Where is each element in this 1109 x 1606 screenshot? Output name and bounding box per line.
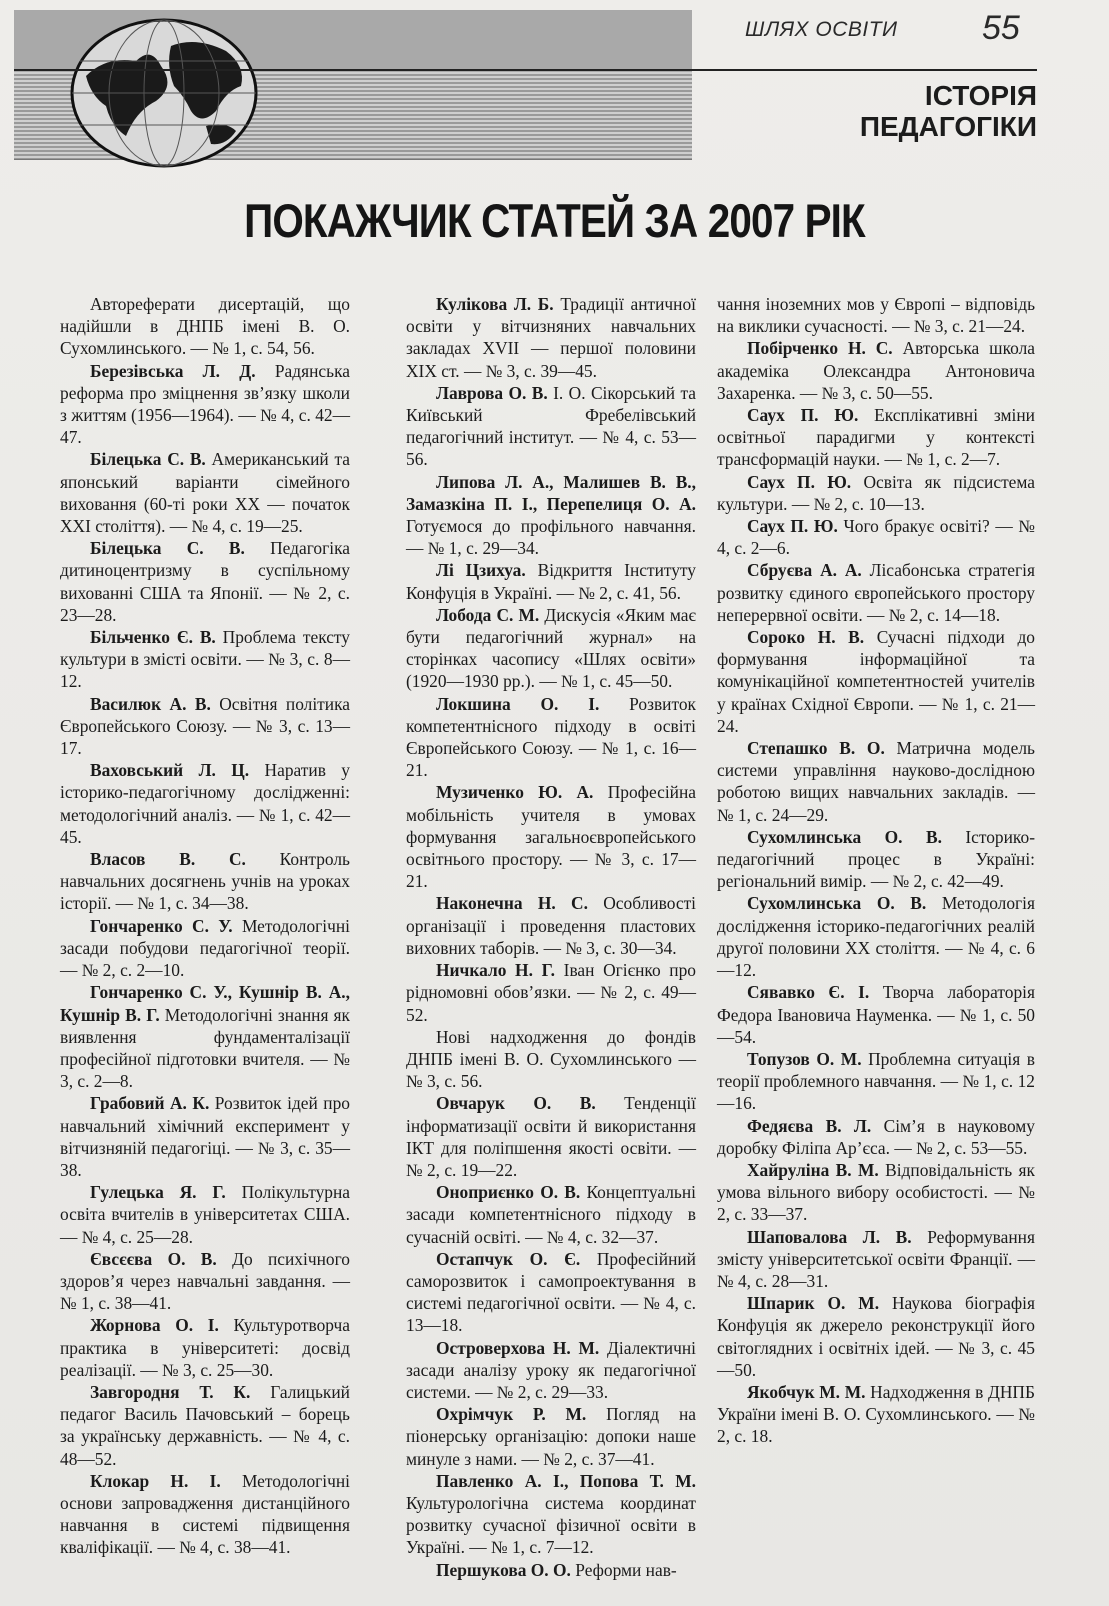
entry-text: Освітня політика Європейського Союзу. — № 3, с. 13—17.	[60, 693, 350, 759]
index-entry	[717, 471, 1035, 515]
index-entry	[717, 1115, 1035, 1159]
entry-text: Методологічні засади побудови педагогічної теорії. — № 2, с. 2—10.	[60, 915, 350, 981]
index-entry	[406, 1092, 696, 1181]
entry-text: Методологічні основи запровадження дистанційного навчання в системі підвищення кваліфікації. — № 4, с. 38—41.	[60, 1470, 350, 1558]
entry-text: Історико-педагогічний процес в Україні: регіональний вимір. — № 2, с. 42—49.	[717, 826, 1035, 892]
entry-author: Охрімчук Р. М.	[436, 1404, 587, 1425]
index-entry	[717, 1226, 1035, 1293]
entry-text: Автореферати дисертацій, що надійшли в ДНПБ імені В. О. Сухомлинського. — № 1, с. 54, 56.	[60, 294, 350, 359]
index-entry	[60, 1470, 350, 1559]
entry-author: Остапчук О. Є.	[436, 1248, 581, 1269]
index-entry	[60, 293, 350, 360]
entry-author: Якобчук М. М.	[747, 1381, 866, 1402]
index-entry	[717, 1292, 1035, 1381]
index-entry	[60, 759, 350, 848]
entry-text: Тенденції інформатизації освіти й використання ІКТ для поліпшення якості освіти. — № 2, с. 19—22.	[406, 1093, 696, 1180]
entry-author: Ничкало Н. Г.	[436, 960, 556, 981]
entry-text: Лісабонська стратегія розвитку єдиного європейського простору неперервної освіти. — № 2, с. 14—18.	[717, 560, 1035, 625]
entry-text: Творча лабораторія Федора Івановича Науменка. — № 1, с. 50—54.	[717, 982, 1035, 1047]
entry-text: Радянська реформа про зміцнення зв’язку школи з життям (1956—1964). — № 4, с. 42—47.	[60, 360, 350, 448]
index-entry	[717, 515, 1035, 559]
index-entry	[406, 471, 696, 560]
entry-author: Сбруєва А. А.	[747, 560, 862, 581]
entry-text: Концептуальні засади компетентнісного підходу в сучасній освіті. — № 4, с. 32—37.	[406, 1182, 696, 1247]
entry-author: Білецька С. В.	[90, 449, 206, 470]
index-entry	[60, 1381, 350, 1470]
entry-author: Степашко В. О.	[747, 738, 885, 759]
index-column-1	[60, 293, 350, 1559]
entry-author: Гулецька Я. Г.	[90, 1182, 226, 1203]
header-rule	[14, 69, 1037, 71]
entry-text: До психічного здоров’я через навчальні завдання. — № 1, с. 38—41.	[60, 1248, 350, 1314]
section-title-line-1: ІСТОРІЯ	[924, 80, 1037, 111]
entry-text: Наукова біографія Конфуція як джерело реконструкції його світоглядних і освітніх ідей. — № 3, с. 45—50.	[717, 1293, 1035, 1380]
entry-text: Сучасні підходи до формування інформаційної та комунікаційної компетентностей учителів у країнах Східної Європи. — № 1, с. 21—24.	[717, 627, 1035, 736]
entry-author: Кулікова Л. Б.	[436, 294, 554, 314]
globe-icon	[66, 16, 262, 171]
entry-text: чання іноземних мов у Європі – відповідь на виклики сучасності. — № 3, с. 21—24.	[717, 294, 1035, 337]
entry-author: Жорнова О. І.	[90, 1315, 219, 1336]
index-entry	[60, 915, 350, 982]
entry-text: Полікультурна освіта вчителів в університетах США. — № 4, с. 25—28.	[60, 1182, 350, 1247]
index-entry	[60, 1092, 350, 1181]
entry-author: Топузов О. М.	[747, 1048, 862, 1069]
section-title	[860, 80, 1037, 142]
index-entry	[406, 1026, 696, 1093]
index-entry	[406, 959, 696, 1026]
entry-text: Методологія дослідження історико-педагогічних реалій другої половини XX століття. — № 4, с. 6—12.	[717, 893, 1035, 981]
index-entry	[406, 604, 696, 693]
index-column-2	[406, 293, 696, 1581]
entry-text: Авторська школа академіка Олександра Антоновича Захаренка. — № 3, с. 50—55.	[717, 338, 1035, 403]
index-entry	[717, 293, 1035, 337]
index-entry	[60, 360, 350, 449]
entry-author: Овчарук О. В.	[436, 1093, 596, 1114]
entry-author: Сухомлинська О. В.	[747, 893, 927, 914]
entry-author: Островерхова Н. М.	[436, 1337, 600, 1358]
entry-text: Надходження в ДНПБ України імені В. О. Сухомлинського. — № 2, с. 18.	[717, 1381, 1035, 1447]
entry-author: Білецька С. В.	[90, 538, 245, 559]
entry-author: Саух П. Ю.	[747, 471, 852, 492]
entry-text: Погляд на піонерську організацію: допоки наше минуле з нами. — № 2, с. 37—41.	[406, 1404, 696, 1469]
index-entry	[717, 626, 1035, 737]
entry-author: Наконечна Н. С.	[436, 893, 588, 914]
entry-text: Особливості організації і проведення пластових виховних таборів. — № 3, с. 30—34.	[406, 893, 696, 958]
index-entry	[717, 981, 1035, 1048]
index-entry	[406, 693, 696, 782]
index-entry	[406, 382, 696, 471]
entry-author: Шпарик О. М.	[747, 1293, 880, 1314]
index-column-3	[717, 293, 1035, 1448]
entry-author: Євсєєва О. В.	[90, 1248, 217, 1269]
entry-text: Розвиток ідей про навчальний хімічний експеримент у вітчизняній педагогіці. — № 3, с. 35—38.	[60, 1093, 350, 1180]
entry-author: Хайруліна В. М.	[747, 1159, 879, 1180]
index-entry	[406, 1470, 696, 1559]
entry-text: Професійний саморозвиток і самопроектування в системі педагогічної освіти. — № 4, с. 13—18.	[406, 1248, 696, 1336]
index-entry	[717, 404, 1035, 471]
entry-author: Гончаренко С. У.	[90, 915, 233, 936]
index-entry	[406, 1403, 696, 1470]
entry-text: Розвиток компетентнісного підходу в освіті Європейського Союзу. — № 1, с. 16—21.	[406, 693, 696, 781]
entry-author: Березівська Л. Д.	[90, 360, 256, 381]
entry-author: Шаповалова Л. В.	[747, 1226, 912, 1247]
entry-text: Іван Огієнко про рідномовні обов’язки. — № 2, с. 49—52.	[406, 960, 696, 1025]
index-entry	[60, 848, 350, 915]
index-entry	[406, 892, 696, 959]
index-entry	[60, 981, 350, 1092]
index-entry	[717, 1381, 1035, 1448]
index-entry	[717, 737, 1035, 826]
entry-author: Клокар Н. І.	[90, 1470, 221, 1491]
entry-author: Сороко Н. В.	[747, 627, 865, 648]
entry-author: Василюк А. В.	[90, 693, 211, 714]
index-entry	[406, 781, 696, 892]
journal-title: ШЛЯХ ОСВІТИ	[745, 18, 898, 41]
index-entry	[406, 559, 696, 603]
index-entry	[717, 559, 1035, 626]
entry-author: Більченко Є. В.	[90, 627, 216, 648]
entry-text: Сім’я в науковому доробку Філіпа Ар’єса. — № 2, с. 53—55.	[717, 1115, 1036, 1158]
entry-author: Лаврова О. В.	[436, 382, 548, 403]
entry-text: Матрична модель системи управління науково-дослідною роботою вищих навчальних закладів. — № 1, с. 24—29.	[717, 738, 1035, 825]
index-entry	[60, 1181, 350, 1248]
entry-author: Ваховський Л. Ц.	[90, 760, 250, 781]
entry-author: Оноприєнко О. В.	[436, 1182, 581, 1203]
entry-author: Музиченко Ю. А.	[436, 782, 594, 803]
index-entry	[60, 1314, 350, 1381]
entry-text: Контроль навчальних досягнень учнів на уроках історії. — № 1, с. 34—38.	[60, 849, 350, 914]
section-title-line-2: ПЕДАГОГІКИ	[859, 111, 1037, 142]
entry-author: Локшина О. І.	[436, 693, 600, 714]
index-entry	[60, 626, 350, 693]
index-entry	[717, 337, 1035, 404]
entry-text: Діалектичні засади аналізу уроку як педагогічної системи. — № 2, с. 29—33.	[406, 1337, 696, 1402]
entry-text: Відкриття Інституту Конфуція в Україні. — № 2, с. 41, 56.	[406, 560, 697, 603]
entry-text: Готуємося до профільного навчання. — № 1, с. 29—34.	[406, 516, 696, 559]
entry-text: Дискусія «Яким має бути педагогічний журнал» на сторінках часопису «Шлях освіти» (1920—1930 рр.). — № 1, с. 45—50.	[406, 604, 696, 692]
entry-text: Педагогіка дитиноцентризму в суспільному вихованні США та Японії. — № 2, с. 23—28.	[60, 538, 350, 625]
entry-text: Галицький педагог Василь Пачовський – борець за українську державність. — № 4, с. 48—52.	[60, 1381, 350, 1469]
index-entry	[406, 1181, 696, 1248]
index-entry	[406, 1337, 696, 1404]
entry-author: Першукова О. О.	[436, 1559, 571, 1580]
index-entry	[60, 1248, 350, 1315]
entry-text: Проблемна ситуація в теорії проблемного навчання. — № 1, с. 12—16.	[717, 1048, 1035, 1114]
page-heading: ПОКАЖЧИК СТАТЕЙ ЗА 2007 РІК	[244, 194, 865, 247]
entry-author: Сухомлинська О. В.	[747, 826, 942, 847]
entry-author: Завгородня Т. К.	[90, 1381, 251, 1402]
index-entry	[717, 1159, 1035, 1226]
entry-text: Культуротворча практика в університеті: досвід реалізації. — № 3, с. 25—30.	[60, 1315, 350, 1380]
entry-text: Реформування змісту університетської освіти Франції. — № 4, с. 28—31.	[717, 1226, 1035, 1291]
entry-text: Нові надходження до фондів ДНПБ імені В. О. Сухомлинського — № 3, с. 56.	[406, 1026, 696, 1092]
index-entry	[406, 1559, 696, 1581]
entry-author: Федяєва В. Л.	[747, 1115, 872, 1136]
index-entry	[60, 448, 350, 537]
entry-text: Наратив у історико-педагогічному дослідженні: методологічний аналіз. — № 1, с. 42—45.	[60, 760, 350, 847]
entry-author: Гончаренко С. У., Кушнір В. А., Кушнір В. Г.	[60, 982, 350, 1025]
entry-author: Лі Цзихуа.	[436, 560, 526, 581]
entry-text: Методологічні знання як виявлення фундаменталізації професійної підготовки вчителя. — № 3, с. 2—8.	[60, 1004, 350, 1092]
entry-text: І. О. Сікорський та Київський Фребелівський педагогічний інститут. — № 4, с. 53—56.	[406, 382, 696, 470]
entry-text: Американський та японський варіанти сімейного виховання (60-ті роки XX — початок XXI століття). — № 4, с. 19—25.	[60, 449, 350, 537]
entry-text: Традиції античної освіти у вітчизняних навчальних закладах XVII — першої половини XIX ст. — № 3, с. 39—45.	[406, 294, 697, 381]
entry-text: Чого бракує освіті? — № 4, с. 2—6.	[717, 516, 1035, 559]
entry-author: Грабовий А. К.	[90, 1093, 210, 1114]
entry-author: Лобода С. М.	[436, 604, 540, 625]
index-entry	[60, 537, 350, 626]
entry-text: Професійна мобільність учителя в умовах формування загальноєвропейського освітнього простору. — № 3, с. 17—21.	[406, 782, 696, 892]
entry-text: Відповідальність як умова вільного вибору особистості. — № 2, с. 33—37.	[717, 1159, 1035, 1225]
index-entry	[60, 693, 350, 760]
entry-text: Проблема тексту культури в змісті освіти. — № 3, с. 8—12.	[60, 627, 350, 692]
entry-text: Освіта як підсистема культури. — № 2, с. 10—13.	[717, 471, 1035, 514]
entry-author: Саух П. Ю.	[747, 405, 859, 426]
entry-author: Липова Л. А., Малишев В. В., Замазкіна П. І., Перепелиця О. А.	[406, 471, 696, 514]
index-entry	[406, 1248, 696, 1337]
entry-author: Саух П. Ю.	[747, 516, 838, 537]
index-entry	[717, 1048, 1035, 1115]
entry-author: Побірченко Н. С.	[747, 338, 893, 359]
entry-text: Культурологічна система координат розвитку сучасної фізичної освіти в Україні. — № 1, с. 7—12.	[406, 1492, 696, 1558]
index-entry	[717, 892, 1035, 981]
entry-author: Сявавко Є. І.	[747, 982, 870, 1003]
index-entry	[717, 826, 1035, 893]
entry-author: Павленко А. І., Попова Т. М.	[436, 1470, 696, 1491]
index-entry	[406, 293, 696, 382]
entry-text: Реформи нав-	[575, 1559, 677, 1580]
entry-text: Експлікативні зміни освітньої парадигми у контексті трансформацій науки. — № 1, с. 2—7.	[717, 405, 1035, 470]
entry-author: Власов В. С.	[90, 849, 246, 870]
page-number: 55	[982, 9, 1020, 47]
